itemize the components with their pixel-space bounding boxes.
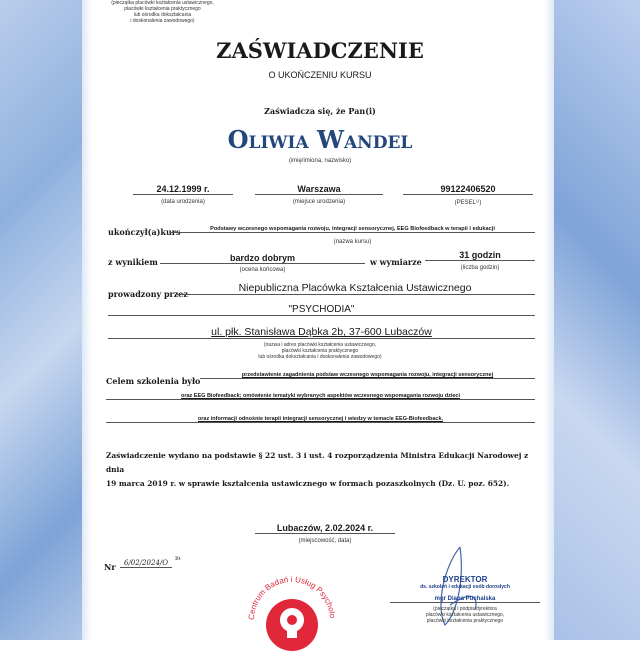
certificate-number: 6/02/2024/O	[120, 559, 172, 568]
svg-text:Centrum Badań i Usług Psycholo: Centrum Badań i Usług Psycholo	[246, 574, 337, 621]
hours-caption: (liczba godzin)	[460, 265, 500, 271]
caption-line: lub ośrodka dokształcania i doskonalenia zawodowego)	[258, 354, 382, 360]
organizer-name: Niepubliczna Placówka Kształcenia Ustawicznego	[175, 282, 535, 295]
header-stamp-caption	[105, 0, 220, 24]
birth-place-caption: (miejsce urodzenia)	[292, 199, 346, 205]
organizer-address: ul. płk. Stanisława Dąbka 2b, 37-600 Lubaczów	[108, 326, 535, 339]
document-title: ZAŚWIADCZENIE	[216, 38, 424, 63]
director-subtitle: ds. szkoleń i edukacji osób dorosłych	[420, 584, 510, 590]
intro-text: Zaświadcza się, że Pan(i)	[264, 106, 376, 116]
birth-date: 24.12.1999 r.	[133, 184, 233, 195]
document-subtitle: O UKOŃCZENIU KURSU	[268, 70, 372, 80]
decorative-border-left	[0, 0, 92, 640]
number-label: Nr	[104, 562, 116, 572]
pesel: 99122406520	[403, 184, 533, 195]
director-block	[390, 575, 540, 624]
place-date: Lubaczów, 2.02.2024 r.	[255, 523, 395, 534]
caption-line: lub ośrodka dokształcania	[133, 12, 192, 18]
director-title: DYREKTOR	[442, 575, 488, 584]
organizer-caption	[200, 342, 440, 360]
stamp-icon	[242, 565, 342, 665]
director-name: mgr Diana Puchalska	[390, 596, 540, 603]
birth-date-caption: (data urodzenia)	[161, 199, 205, 205]
caption-line: (nazwa i adres placówki kształcenia ustawicznego,	[263, 342, 377, 348]
caption-line: placówki kształcenia praktycznego	[281, 348, 359, 354]
goal-line-2: oraz EEG Biofeedback; omówienie tematyki wybranych aspektów wczesnego wspomagania rozwoju dzieci	[106, 393, 535, 400]
birth-place: Warszawa	[255, 184, 383, 195]
goal-line-3: oraz informacji odnośnie terapii integracji sensorycznej i wiedzy w temacie EEG-Biofeedback.	[106, 416, 535, 423]
organizer-label: prowadzony przez	[108, 289, 188, 299]
caption-line: placówki kształcenia ustawicznego,	[425, 612, 505, 618]
decorative-border-right	[544, 0, 640, 640]
course-caption: (nazwa kursu)	[333, 239, 372, 245]
place-date-caption: (miejscowość, data)	[298, 538, 352, 544]
name-caption: (imię/imiona, nazwisko)	[288, 158, 352, 164]
caption-line: (pieczątka placówki kształcenia ustawicznego,	[111, 0, 214, 6]
pesel-caption: (PESEL¹⁾)	[454, 200, 482, 206]
organization-stamp	[242, 565, 342, 665]
course-name: Podstawy wczesnego wspomagania rozwoju, integracji sensorycznej, EEG Biofeedback w terapii i edukacji	[170, 226, 535, 233]
caption-line: i doskonalenia zawodowego)	[130, 18, 195, 24]
hours-label: w wymiarze	[370, 257, 422, 267]
result-caption: (ocena końcowa)	[239, 267, 286, 273]
recipient-name: Oliwia Wandel	[227, 125, 413, 154]
goal-label: Celem szkolenia było	[106, 376, 201, 386]
legal-line: Zaświadczenie wydano na podstawie § 22 ust. 3 i ust. 4 rozporządzenia Ministra Edukacji Narodowej z dnia	[106, 451, 529, 474]
legal-basis	[106, 449, 546, 491]
legal-line: 19 marca 2019 r. w sprawie kształcenia ustawicznego w formach pozaszkolnych (Dz. U. poz. 652).	[106, 479, 510, 488]
course-label: ukończył(a)kurs	[108, 227, 181, 237]
caption-line: placówki kształcenia praktycznego	[124, 6, 201, 12]
result-value: bardzo dobrym	[160, 253, 365, 264]
result-label: z wynikiem	[108, 257, 158, 267]
caption-line: (pieczątka i podpis dyrektora	[433, 606, 497, 612]
organizer-brand: "PSYCHODIA"	[108, 304, 535, 316]
number-footnote: ²⁾	[175, 555, 181, 564]
goal-line-1: przedstawienie zagadnienia podstaw wczesnego wspomagania rozwoju, integracji sensorycznej	[200, 372, 535, 379]
hours-value: 31 godzin	[425, 250, 535, 261]
caption-line: placówki kształcenia praktycznego	[426, 618, 504, 624]
